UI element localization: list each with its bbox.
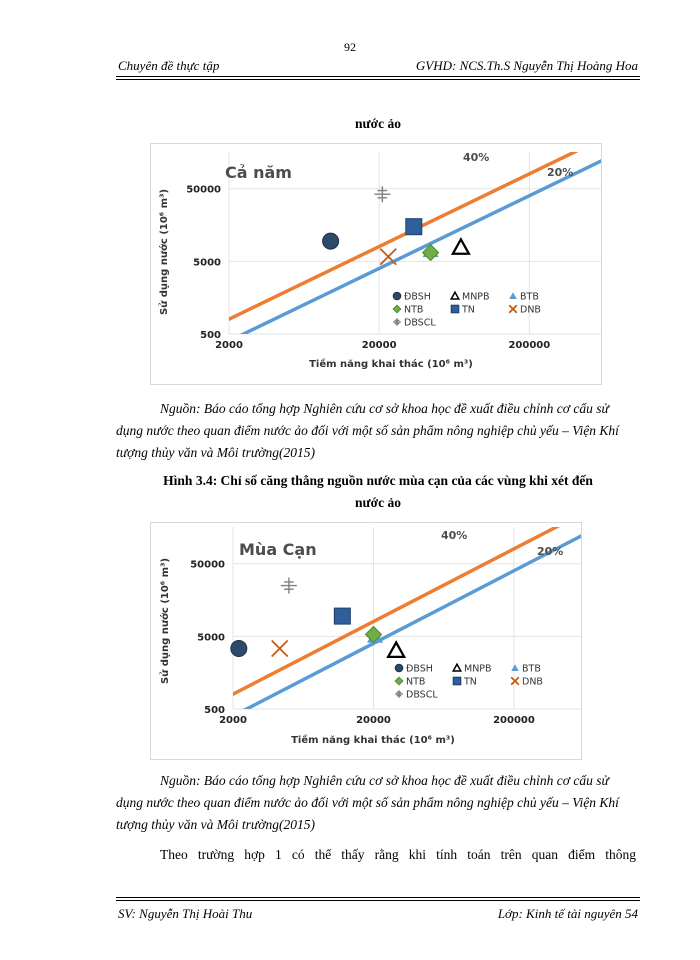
figure2-caption-line2: nước ảo bbox=[355, 495, 401, 510]
legend-label-mnpb: MNPB bbox=[462, 291, 490, 303]
reference-label-40: 40% bbox=[463, 151, 490, 164]
reference-label-20: 20% bbox=[537, 545, 564, 558]
header-rule bbox=[116, 76, 640, 80]
figure1-source: Nguồn: Báo cáo tổng hợp Nghiên cứu cơ sở khoa học đề xuất điều chỉnh cơ cấu sử dụng nước theo quan điểm nước ảo đối với một số sản phẩm nông nghiệp chủ yếu – Viện Khí tượng thủy văn và Môi trường(2015) bbox=[116, 401, 619, 460]
x-tick-label-20000: 20000 bbox=[361, 340, 397, 351]
legend-marker-mnpb bbox=[453, 664, 461, 671]
reference-line-20 bbox=[184, 155, 601, 363]
x-axis-label: Tiềm năng khai thác (10⁶ m³) bbox=[309, 359, 473, 370]
legend bbox=[395, 664, 543, 701]
chart1-frame bbox=[150, 143, 602, 385]
footer-left: SV: Nguyễn Thị Hoài Thu bbox=[118, 906, 253, 921]
legend-marker-dbsh bbox=[395, 664, 403, 672]
point-tn bbox=[406, 219, 422, 235]
y-tick-label-5000: 5000 bbox=[193, 257, 221, 269]
y-tick-label-50000: 50000 bbox=[190, 559, 225, 571]
legend-marker-mnpb bbox=[451, 292, 459, 299]
page-number: 92 bbox=[344, 40, 356, 54]
y-axis-label: Sử dụng nước (10⁶ m³) bbox=[160, 557, 171, 685]
data-points bbox=[323, 186, 469, 264]
footer-rule bbox=[116, 897, 640, 901]
point-dbscl bbox=[281, 578, 297, 594]
x-tick-label-20000: 20000 bbox=[356, 715, 391, 726]
legend-label-dnb: DNB bbox=[520, 304, 541, 316]
legend-label-dbsh: ĐBSH bbox=[404, 291, 431, 303]
y-tick-label-5000: 5000 bbox=[197, 632, 225, 644]
legend-marker-btb bbox=[511, 664, 519, 671]
legend-marker-tn bbox=[451, 305, 459, 313]
legend-label-tn: TN bbox=[462, 304, 475, 316]
header-right: GVHD: NCS.Th.S Nguyễn Thị Hoàng Hoa bbox=[415, 58, 638, 73]
legend-marker-tn bbox=[453, 677, 461, 685]
point-mnpb bbox=[453, 239, 469, 253]
legend-marker-dbscl bbox=[393, 318, 401, 326]
legend-label-dbscl: DBSCL bbox=[404, 317, 436, 329]
x-tick-label-2000: 2000 bbox=[219, 715, 247, 726]
figure1-caption: nước ảo bbox=[355, 116, 401, 131]
legend-label-ntb: NTB bbox=[404, 304, 424, 316]
y-tick-label-50000: 50000 bbox=[186, 184, 221, 196]
legend-label-dbscl: DBSCL bbox=[406, 689, 438, 701]
reference-line-20 bbox=[191, 530, 581, 738]
chart2-frame bbox=[150, 522, 582, 760]
chart2-svg bbox=[151, 523, 581, 759]
point-dbsh bbox=[323, 233, 339, 249]
legend-label-btb: BTB bbox=[522, 663, 541, 675]
reference-label-40: 40% bbox=[441, 529, 468, 542]
legend-label-tn: TN bbox=[464, 676, 477, 688]
legend-marker-dnb bbox=[509, 305, 517, 313]
point-mnpb bbox=[388, 642, 404, 656]
legend-label-ntb: NTB bbox=[406, 676, 426, 688]
point-dbsh bbox=[231, 641, 247, 657]
x-tick-label-200000: 200000 bbox=[508, 340, 551, 351]
legend-label-btb: BTB bbox=[520, 291, 539, 303]
y-tick-label-500: 500 bbox=[204, 705, 225, 716]
figure2-source: Nguồn: Báo cáo tổng hợp Nghiên cứu cơ sở khoa học đề xuất điều chỉnh cơ cấu sử dụng nước theo quan điểm nước ảo đối với một số sản phẩm nông nghiệp chủ yếu – Viện Khí tượng thủy văn và Môi trường(2015) bbox=[116, 773, 619, 832]
legend-marker-dbscl bbox=[395, 690, 403, 698]
legend-marker-ntb bbox=[393, 305, 401, 313]
legend bbox=[393, 292, 541, 329]
legend-label-mnpb: MNPB bbox=[464, 663, 492, 675]
legend-marker-dbsh bbox=[393, 292, 401, 300]
x-axis-label: Tiềm năng khai thác (10⁶ m³) bbox=[291, 735, 455, 746]
legend-marker-dnb bbox=[511, 677, 519, 685]
legend-marker-btb bbox=[509, 292, 517, 299]
reference-label-20: 20% bbox=[547, 166, 574, 179]
footer-right: Lớp: Kinh tế tài nguyên 54 bbox=[497, 906, 638, 921]
x-tick-label-2000: 2000 bbox=[215, 340, 243, 351]
chart-title: Cả năm bbox=[225, 163, 292, 182]
legend-label-dbsh: ĐBSH bbox=[406, 663, 433, 675]
legend-label-dnb: DNB bbox=[522, 676, 543, 688]
figure2-caption-line1: Hình 3.4: Chỉ số căng thẳng nguồn nước mùa cạn của các vùng khi xét đến bbox=[163, 473, 593, 488]
point-dnb bbox=[272, 641, 288, 657]
legend-marker-ntb bbox=[395, 677, 403, 685]
chart1-svg bbox=[151, 144, 601, 384]
reference-labels bbox=[463, 151, 573, 179]
chart-title: Mùa Cạn bbox=[239, 540, 317, 559]
header-left: Chuyên đề thực tập bbox=[118, 58, 220, 73]
point-tn bbox=[334, 608, 350, 624]
body-paragraph: Theo trường hợp 1 có thể thấy rằng khi tính toán trên quan điểm thông bbox=[160, 847, 636, 862]
y-tick-label-500: 500 bbox=[200, 330, 221, 341]
x-tick-label-200000: 200000 bbox=[493, 715, 535, 726]
y-axis-label: Sử dụng nước (10⁶ m³) bbox=[159, 188, 170, 316]
